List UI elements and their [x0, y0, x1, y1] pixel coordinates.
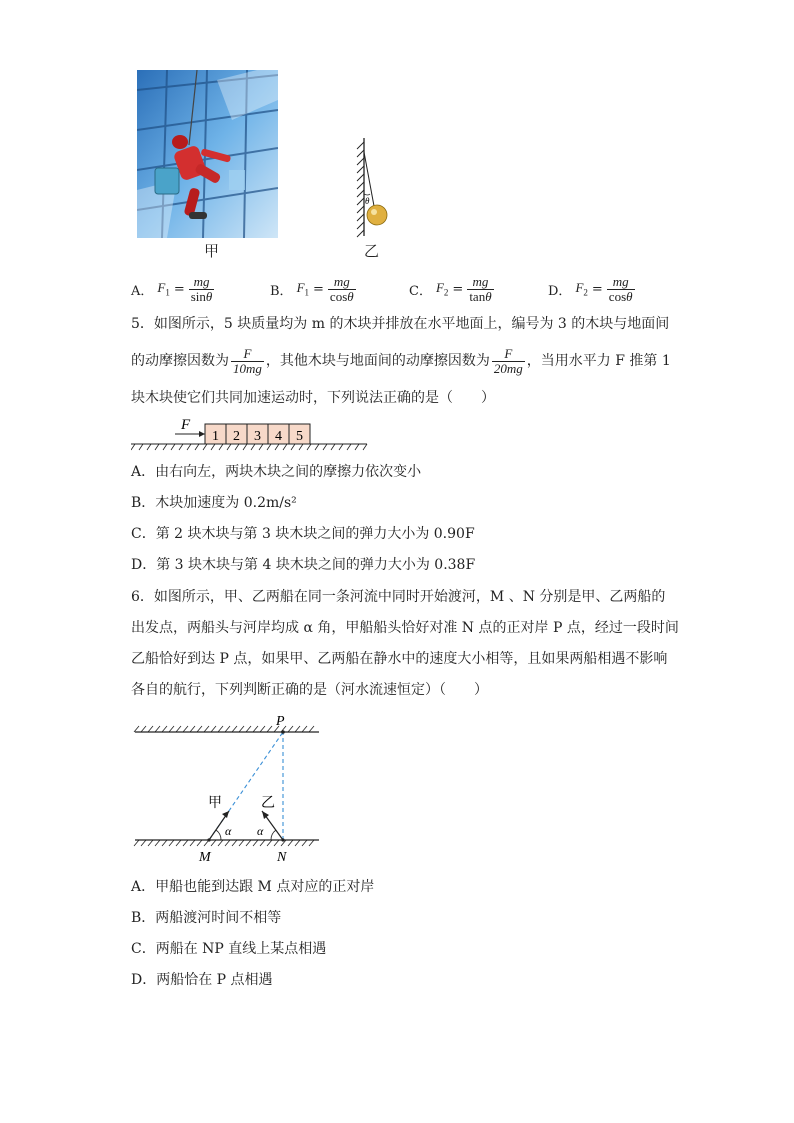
option-letter: C． — [409, 283, 432, 299]
q6-stem-line2: 出发点，两船头与河岸均成 α 角，甲船船头恰好对准 N 点的正对岸 P 点，经过一段时间 — [131, 620, 679, 636]
equals-sign: = — [313, 281, 324, 297]
option-fraction: $\frac{mg}{\tan\theta}$ — [469, 273, 492, 304]
figure-jia-label: 甲 — [204, 242, 220, 260]
equals-sign: = — [591, 281, 603, 297]
q5-fraction-2 — [492, 347, 525, 376]
option-letter: A． — [131, 283, 154, 299]
q5-frac2-den: 20mg — [493, 360, 523, 376]
option-fraction: $\frac{mg}{\sin\theta}$ — [190, 273, 213, 304]
q5-frac1-num: F — [231, 347, 264, 362]
block-label-2: 2 — [233, 429, 240, 444]
q6-stem-line1: 6．如图所示，甲、乙两船在同一条河流中同时开始渡河，M 、N 分别是甲、乙两船的 — [131, 589, 666, 605]
q5-force-label: F — [181, 417, 191, 433]
q5-option-d: D．第 3 块木块与第 4 块木块之间的弹力大小为 0.38F — [131, 557, 476, 573]
option-lhs: $F_1$ — [296, 280, 310, 298]
q5-text-a: 的动摩擦因数为 — [131, 353, 229, 369]
q5-stem-line3: 块木块使它们共同加速运动时，下列说法正确的是（ ） — [131, 390, 495, 406]
block-label-4: 4 — [275, 429, 282, 444]
q5-frac1-den: 10mg — [233, 360, 262, 376]
q6-label-jia: 甲 — [208, 795, 222, 811]
q5-option-a: A．由右向左，两块木块之间的摩擦力依次变小 — [131, 464, 422, 480]
ball-wall-figure — [350, 134, 400, 238]
q6-point-p: P — [276, 714, 285, 729]
q6-stem-line4: 各自的航行，下列判断正确的是（河水流速恒定）（ ） — [131, 682, 488, 698]
q6-option-c: C．两船在 NP 直线上某点相遇 — [131, 941, 327, 957]
q6-alpha-n: α — [257, 824, 264, 838]
option-letter: D． — [548, 283, 572, 299]
q5-text-b: ，其他木块与地面间的动摩擦因数为 — [265, 353, 490, 369]
q5-fraction-1 — [231, 347, 264, 376]
q5-blocks-figure — [131, 414, 371, 454]
option-lhs: $F_2$ — [575, 280, 588, 298]
option-fraction: $\frac{mg}{\cos\theta}$ — [608, 273, 633, 304]
option-lhs: $F_1$ — [157, 280, 170, 298]
block-label-3: 3 — [254, 429, 261, 444]
q4-option-a — [131, 271, 214, 307]
option-fraction: $\frac{mg}{\cos\theta}$ — [329, 273, 354, 304]
q6-option-a: A．甲船也能到达跟 M 点对应的正对岸 — [131, 879, 375, 895]
q4-option-c — [409, 271, 494, 307]
q5-text-c: ，当用水平力 F 推第 1 — [526, 353, 671, 369]
q5-frac2-num: F — [492, 347, 525, 362]
q5-stem-line1: 5．如图所示，5 块质量均为 m 的木块并排放在水平地面上，编号为 3 的木块与地面间 — [131, 316, 670, 332]
q6-stem-line3: 乙船恰好到达 P 点，如果甲、乙两船在静水中的速度大小相等，且如果两船相遇不影响 — [131, 651, 668, 667]
q6-label-yi: 乙 — [261, 795, 275, 811]
q6-option-d: D．两船恰在 P 点相遇 — [131, 972, 273, 988]
block-label-1: 1 — [212, 429, 219, 444]
q6-point-n: N — [277, 850, 287, 865]
q4-option-d — [548, 271, 635, 307]
figure-yi-label: 乙 — [364, 242, 380, 260]
svg-text:θ: θ — [365, 196, 370, 206]
equals-sign: = — [452, 281, 464, 297]
q4-option-b — [270, 271, 356, 307]
q6-alpha-m: α — [225, 824, 232, 838]
window-cleaner-photo — [137, 70, 278, 238]
option-letter: B． — [270, 283, 293, 299]
option-lhs: $F_2$ — [435, 280, 449, 298]
block-label-5: 5 — [296, 429, 303, 444]
q6-point-m: M — [199, 850, 211, 865]
q6-option-b: B．两船渡河时间不相等 — [131, 910, 282, 926]
equals-sign: = — [173, 281, 185, 297]
q5-option-c: C．第 2 块木块与第 3 块木块之间的弹力大小为 0.90F — [131, 526, 475, 542]
q5-stem-line2 — [131, 342, 671, 380]
q6-river-figure — [131, 710, 331, 866]
q5-option-b: B．木块加速度为 0.2m/s² — [131, 495, 297, 511]
